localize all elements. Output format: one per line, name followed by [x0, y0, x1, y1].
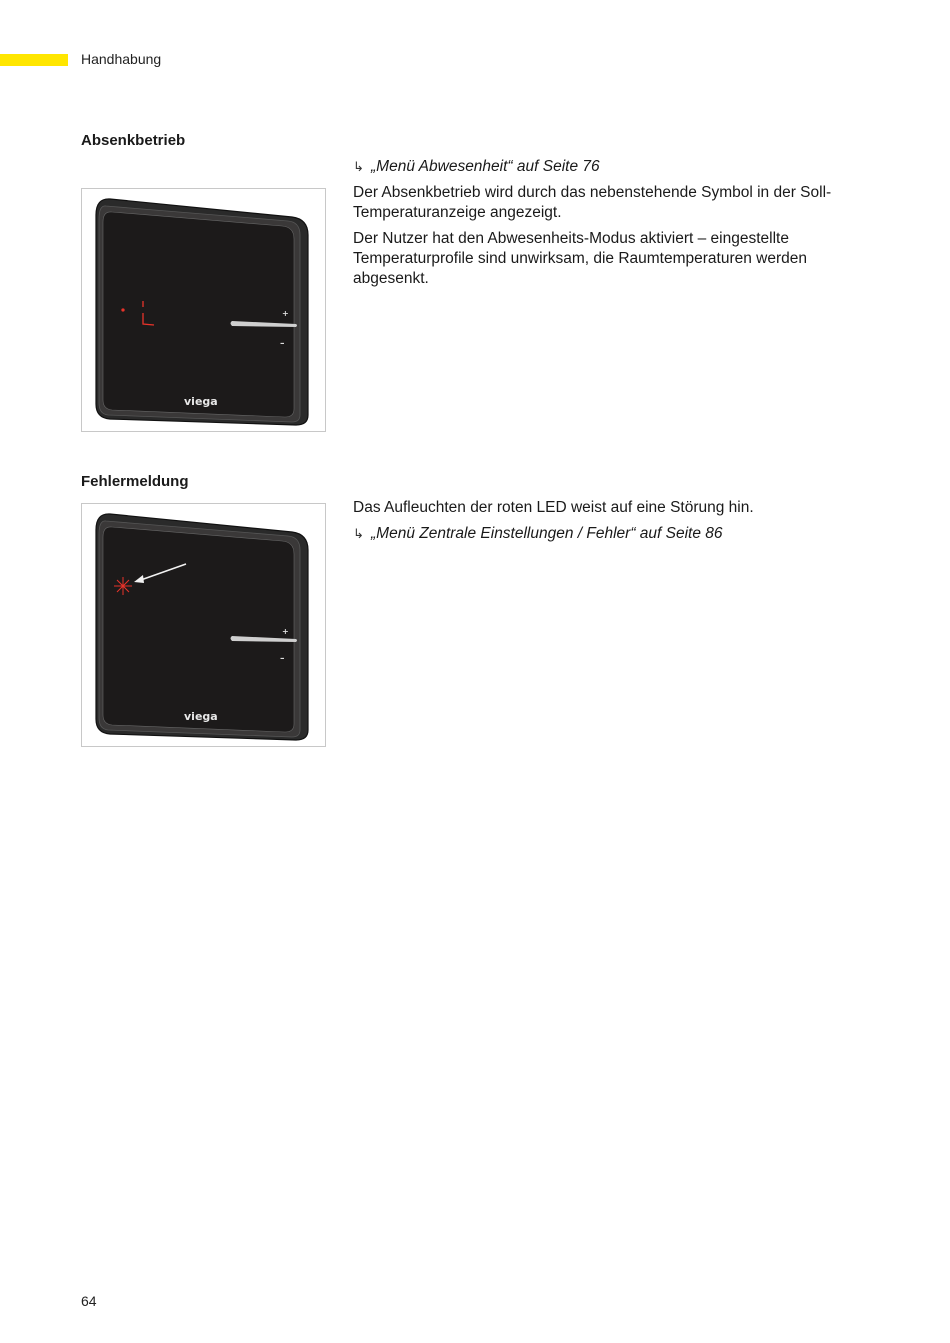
absenkbetrieb-text: [353, 157, 873, 295]
header-accent-bar: [0, 54, 68, 66]
heading-absenkbetrieb: Absenkbetrieb: [81, 132, 186, 149]
heading-fehlermeldung: Fehlermeldung: [81, 473, 189, 490]
xref-menu-abwesenheit[interactable]: [353, 157, 873, 177]
arrow-reference-icon: ↳: [353, 159, 364, 174]
plus-label: +: [282, 309, 289, 318]
paragraph: Der Absenkbetrieb wird durch das nebenstehende Symbol in der Soll-Temperaturanzeige angezeigt.: [353, 184, 832, 221]
figure-thermostat-fehler: [81, 503, 326, 747]
section-label: Handhabung: [81, 51, 162, 67]
brand-logo: viega: [184, 710, 218, 723]
minus-label: –: [280, 339, 285, 349]
fehlermeldung-text: [353, 498, 873, 550]
xref-label: „Menü Zentrale Einstellungen / Fehler“ auf Seite 86: [371, 525, 723, 542]
brand-logo: viega: [184, 395, 218, 408]
xref-label: „Menü Abwesenheit“ auf Seite 76: [371, 158, 600, 175]
plus-label: +: [282, 627, 289, 636]
paragraph: Der Nutzer hat den Abwesenheits-Modus aktiviert – eingestellte Temperaturprofile sind unwirksam, die Raumtemperaturen werden abgesenkt.: [353, 230, 808, 287]
arrow-reference-icon: ↳: [353, 526, 364, 541]
minus-label: –: [280, 654, 285, 664]
figure-thermostat-absenk: [81, 188, 326, 432]
page-number: 64: [81, 1293, 97, 1309]
paragraph: Das Aufleuchten der roten LED weist auf eine Störung hin.: [353, 499, 754, 516]
xref-menu-fehler[interactable]: [353, 524, 873, 544]
